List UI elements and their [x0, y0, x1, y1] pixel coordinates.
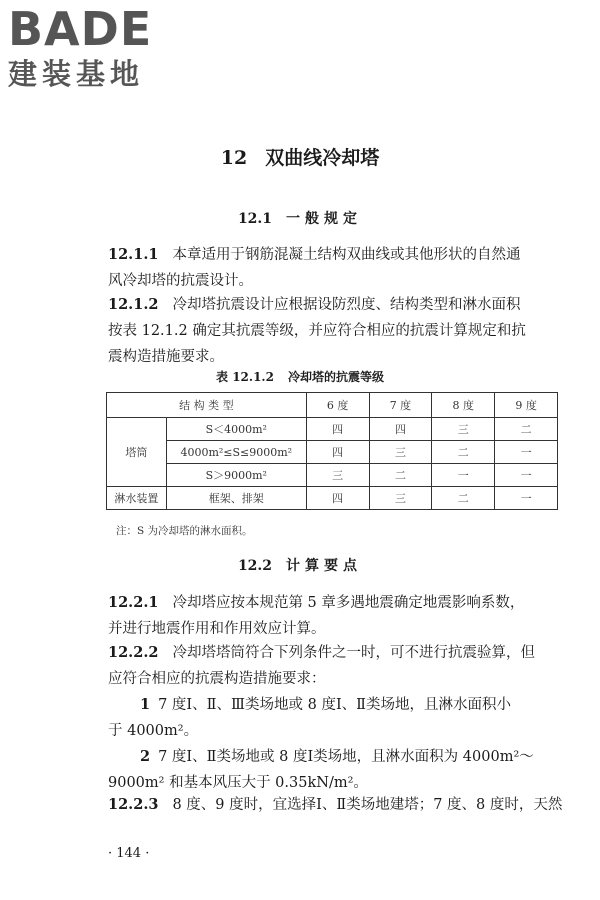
section-number: 12.2 — [237, 558, 273, 574]
clause-number: 12.1.2 — [108, 296, 159, 313]
grade-cell: 二 — [432, 441, 495, 464]
grade-cell: 四 — [306, 487, 369, 510]
spray-label: 淋水装置 — [107, 487, 167, 510]
logo-brand-text: BADE — [8, 2, 153, 56]
table-row — [107, 418, 558, 441]
clause-text: 应符合相应的抗震构造措施要求： — [108, 671, 326, 687]
clause-number: 12.1.1 — [108, 246, 159, 263]
grade-cell: 一 — [495, 487, 558, 510]
seismic-grade-table — [106, 392, 558, 510]
grade-cell: 三 — [432, 418, 495, 441]
table-row — [107, 464, 558, 487]
list-item-2 — [108, 744, 558, 770]
tower-label: 塔筒 — [107, 418, 167, 487]
section-number: 12.1 — [237, 211, 273, 227]
grade-cell: 一 — [495, 464, 558, 487]
chapter-title: 双曲线冷却塔 — [265, 147, 380, 169]
grade-cell: 四 — [369, 418, 432, 441]
grade-cell: 四 — [306, 441, 369, 464]
page-number: · 144 · — [108, 846, 150, 861]
list-item-text: 9000m² 和基本风压大于 0.35kN/m²。 — [108, 775, 368, 791]
header-6-degree: 6 度 — [306, 393, 369, 418]
section-title: 计算要点 — [286, 558, 363, 574]
section-heading-2 — [0, 555, 600, 575]
list-item-text: 7 度Ⅰ、Ⅱ、Ⅲ类场地或 8 度Ⅰ、Ⅱ类场地，且淋水面积小 — [158, 697, 512, 713]
clause-12-2-3 — [108, 792, 563, 818]
grade-cell: 一 — [495, 441, 558, 464]
clause-text: 并进行地震作用和作用效应计算。 — [108, 621, 326, 637]
list-item-text: 7 度Ⅰ、Ⅱ类场地或 8 度Ⅰ类场地，且淋水面积为 4000m²～ — [158, 749, 534, 765]
section-heading-1 — [0, 208, 600, 228]
clause-text: 风冷却塔的抗震设计。 — [108, 273, 253, 289]
header-8-degree: 8 度 — [432, 393, 495, 418]
chapter-number: 12 — [220, 147, 248, 169]
header-9-degree: 9 度 — [495, 393, 558, 418]
table-header-row — [107, 393, 558, 418]
grade-cell: 二 — [432, 487, 495, 510]
header-structure-type: 结 构 类 型 — [107, 393, 307, 418]
brand-logo — [8, 2, 178, 91]
grade-cell: 三 — [306, 464, 369, 487]
clause-text: 本章适用于钢筋混凝土结构双曲线或其他形状的自然通 — [172, 247, 521, 263]
clause-text: 8 度、9 度时，宜选择Ⅰ、Ⅱ类场地建塔；7 度、8 度时，天然 — [172, 797, 563, 813]
clause-12-2-1 — [108, 590, 558, 642]
area-range: S＞9000m² — [166, 464, 306, 487]
area-range: S＜4000m² — [166, 418, 306, 441]
clause-text: 冷却塔应按本规范第 5 章多遇地震确定地震影响系数， — [172, 595, 525, 611]
clause-text: 震构造措施要求。 — [108, 349, 224, 365]
table-caption — [0, 368, 600, 385]
table-title: 冷却塔的抗震等级 — [287, 370, 384, 384]
clause-number: 12.2.3 — [108, 796, 159, 813]
grade-cell: 三 — [369, 487, 432, 510]
header-7-degree: 7 度 — [369, 393, 432, 418]
grade-cell: 三 — [369, 441, 432, 464]
area-range: 4000m²≤S≤9000m² — [166, 441, 306, 464]
table-row — [107, 441, 558, 464]
clause-text: 冷却塔抗震设计应根据设防烈度、结构类型和淋水面积 — [172, 297, 521, 313]
grade-cell: 四 — [306, 418, 369, 441]
clause-12-1-1 — [108, 242, 558, 294]
list-item-1 — [108, 692, 558, 718]
list-item-number: 2 — [140, 748, 151, 765]
spray-type: 框架、排架 — [166, 487, 306, 510]
list-item-text: 于 4000m²。 — [108, 723, 199, 739]
clause-12-2-2 — [108, 640, 558, 796]
grade-cell: 二 — [495, 418, 558, 441]
logo-subtitle: 建装基地 — [8, 57, 145, 91]
chapter-heading — [0, 143, 600, 170]
list-item-number: 1 — [140, 696, 151, 713]
table-number: 表 12.1.2 — [216, 370, 274, 384]
grade-cell: 一 — [432, 464, 495, 487]
clause-number: 12.2.1 — [108, 594, 159, 611]
clause-12-1-2 — [108, 292, 558, 370]
clause-text: 按表 12.1.2 确定其抗震等级，并应符合相应的抗震计算规定和抗 — [108, 323, 526, 339]
grade-cell: 二 — [369, 464, 432, 487]
table-row — [107, 487, 558, 510]
clause-text: 冷却塔塔筒符合下列条件之一时，可不进行抗震验算，但 — [172, 645, 535, 661]
section-title: 一般规定 — [286, 211, 363, 227]
clause-number: 12.2.2 — [108, 644, 159, 661]
table-note: 注：S 为冷却塔的淋水面积。 — [116, 525, 253, 537]
